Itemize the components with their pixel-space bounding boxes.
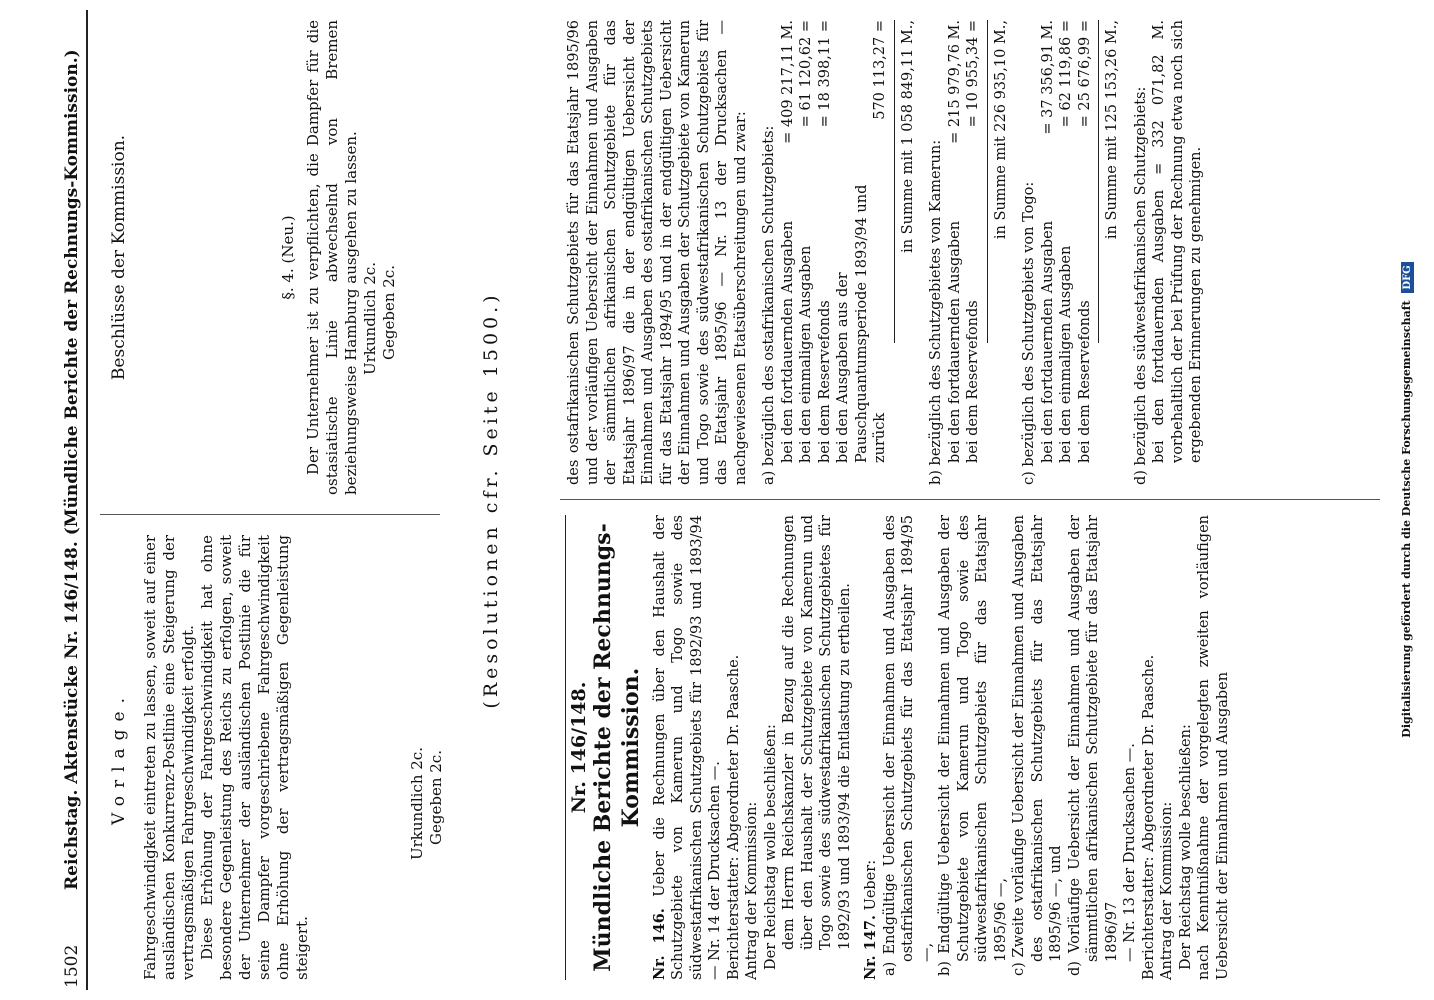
dfg-logo: DFG (1401, 262, 1414, 292)
nr147-drucksachen: — Nr. 13 der Drucksachen —. (1122, 743, 1138, 962)
row-label: bei den fortdauernden Ausgaben (779, 220, 796, 463)
row-amount: = 61 120,62 = (798, 20, 814, 128)
section-b-sum: in Summe mit 226 935,10 M., (992, 20, 1009, 240)
beschluesse-column (110, 20, 399, 495)
vorlage-signature-1: Urkundlich 2c. (408, 747, 426, 860)
nr146-motion-intro: Der Reichstag wolle beschließen: (762, 724, 779, 970)
row-label: bei den einmaligen Ausgaben (798, 245, 814, 463)
row-label: bei dem Reservefonds (816, 300, 833, 463)
report-column-left (565, 515, 1232, 980)
row-amount: 570 113,27 = (872, 20, 888, 120)
continuation-text: des ostafrikanischen Schutzgebiets für das Etatsjahr 1895/96 und der vorläufigen Uebersicht der Einnahmen und Ausgaben der sämmtlichen afrikanischen Schutzgebiete für das Etatsjahr 1896/97 die in der endgültigen Uebersicht der Einnahmen und Ausgaben des ostafrikanischen Schutzgebiets für das Etatsjahr 1894/95 und in der endgültigen Uebersicht der Einnahmen und Ausgaben der Schutzgebiete von Kamerun und Togo sowie des südwestafrikanischen Schutzgebiets für das Etatsjahr 1895/96 — Nr. 13 der Drucksachen — nachgewiesenen Etatsüberschreitungen und zwar: (566, 20, 749, 485)
report-column-right (565, 20, 1206, 485)
row-amount: = 10 955,34 = (965, 20, 981, 128)
nr147-motion-label: Antrag der Kommission: (1159, 801, 1175, 980)
nr146-text: Ueber die Rechnungen über den Haushalt der Schutzgebiete von Kamerun und Togo sowie des südwestafrikanischen Schutzgebiets für 1892/93 und 1893/94 — Nr. 14 der Drucksachen —. (651, 515, 723, 980)
section-b-row-1 (946, 20, 965, 463)
row-label: bei den fortdauernden Ausgaben (1039, 220, 1056, 463)
row-amount: = 18 398,11 = (816, 20, 833, 128)
credit-text: Digitalisierung gefördert durch die Deutsche Forschungsgemeinschaft (1400, 300, 1413, 738)
row-amount: = 37 356,91 M. (1039, 20, 1056, 135)
nr147-item-b: b) Endgültige Uebersicht der Einnahmen und Ausgaben der Schutzgebiete von Kamerun und Togo sowie des südwestafrikanischen Schutzgebiets für das Etatsjahr 1895/96 —, (937, 515, 1009, 976)
section-c-table (1039, 20, 1122, 485)
nr147-item-d: d) Vorläufige Uebersicht der Einnahmen und Ausgaben der sämmtlichen afrikanischen Schutzgebiete für das Etatsjahr 1896/97 (1066, 515, 1120, 976)
header-rule (86, 10, 88, 990)
section-a-row-1 (779, 20, 798, 463)
vorlage-signature-2: Gegeben 2c. (427, 750, 445, 845)
section-a-rule (894, 20, 895, 343)
row-label: bei den fortdauernden Ausgaben (946, 220, 963, 463)
running-title: Reichstag. Aktenstücke Nr. 146/148. (Mündliche Berichte der Rechnungs-Kommission.) (62, 49, 82, 890)
vorlage-paragraph-1: Fahrgeschwindigkeit eintreten zu lassen, soweit auf einer ausländischen Konkurrenz-Postlinie eine Steigerung der vertragsmäßigen Fahrgeschwindigkeit erfolgt. (141, 535, 197, 980)
section-a-row-2 (797, 20, 816, 463)
nr146-motion-text: dem Herrn Reichskanzler in Bezug auf die Rechnungen über den Haushalt der Schutzgebiete von Kamerun und Togo sowie des südwestafrikanischen Schutzgebietes für 1892/93 und 1893/94 die Entlastung zu ertheilen. (781, 515, 853, 950)
section-4-text: Der Unternehmer ist zu verpflichten, die Dampfer für die ostasiatische Linie abwechselnd von Bremen beziehungsweise Hamburg ausgehen zu lassen. (304, 20, 360, 495)
vorlage-heading: Vorlage. (109, 690, 129, 825)
row-label: bei den Ausgaben aus der Pauschquantumsperiode 1893/94 und zurück (835, 184, 888, 463)
section-4-heading: §. 4. (Neu.) (279, 215, 297, 300)
digitization-credit (1400, 0, 1414, 1000)
nr146-motion-label: Antrag der Kommission: (744, 801, 760, 980)
row-amount: = 25 676,99 = (1076, 20, 1093, 128)
section-a-row-4 (834, 20, 890, 463)
section-c-row-3 (1076, 20, 1095, 463)
nr147-item-c: c) Zweite vorläufige Uebersicht der Einnahmen und Ausgaben des ostafrikanischen Schutzgebiets für das Etatsjahr 1895/96 —, und (1011, 515, 1064, 976)
row-amount: = 409 217,11 M. (779, 20, 796, 144)
section-a-table (779, 20, 918, 485)
vorlage-column (110, 535, 446, 980)
row-label: bei dem Reservefonds (1076, 300, 1093, 463)
section-a-row-3 (816, 20, 835, 463)
section-b-label: b) bezüglich des Schutzgebietes von Kamerun: (928, 139, 944, 485)
nr147-label: Nr. 147. (862, 915, 879, 980)
row-label: bei den einmaligen Ausgaben (1058, 245, 1074, 463)
report-title: Mündliche Berichte der Rechnungs-Kommission. (589, 523, 644, 972)
row-amount: = 215 979,76 M. (946, 20, 963, 144)
section-d-label: d) bezüglich des südwestafrikanischen Schutzgebiets: (1132, 86, 1149, 485)
section-b-rule (987, 20, 988, 343)
beschluesse-signature-2: Gegeben 2c. (380, 265, 398, 360)
section-b-row-2 (964, 20, 983, 463)
nr147-item-a: a) Endgültige Uebersicht der Einnahmen und Ausgaben des ostafrikanischen Schutzgebiets für das Etatsjahr 1894/95 —, (881, 515, 935, 976)
section-d-text: bei den fortdauernden Ausgaben = 332 071,82 M. vorbehaltlich der bei Prüfung der Rechnung etwa noch sich ergebenden Erinnerungen zu genehmigen. (1151, 20, 1204, 463)
row-amount: = 62 119,86 = (1058, 20, 1074, 128)
nr147-motion-intro: Der Reichstag wolle beschließen: (1177, 724, 1194, 970)
section-c-sum: in Summe mit 125 153,26 M., (1104, 20, 1120, 240)
nr147-motion-text: nach Kenntnißnahme der vorgelegten zweiten vorläufigen Uebersicht der Einnahmen und Ausgaben (1196, 515, 1231, 980)
row-label: bei dem Reservefonds (965, 300, 981, 463)
column-divider-bottom (560, 499, 1380, 500)
section-c-row-1 (1039, 20, 1058, 463)
section-c-label: c) bezüglich des Schutzgebiets von Togo: (1021, 181, 1037, 485)
section-c-row-2 (1057, 20, 1076, 463)
report-number: Nr. 146/148. (565, 515, 589, 980)
section-a-sum: in Summe mit 1 058 849,11 M., (899, 20, 916, 253)
nr147-reporter: Berichterstatter: Abgeordneter Dr. Paasche. (1140, 654, 1157, 980)
section-b-table (946, 20, 1011, 485)
page-number: 1502 (62, 944, 82, 988)
beschluesse-heading: Beschlüsse der Kommission. (109, 134, 129, 381)
column-divider-top (100, 514, 440, 515)
nr146-label: Nr. 146. (650, 908, 668, 980)
section-a-label: a) bezüglich des ostafrikanischen Schutzgebiets: (761, 125, 777, 485)
vorlage-paragraph-2: Diese Erhöhung der Fahrgeschwindigkeit hat ohne besondere Gegenleistung des Reichs zu erfolgen, soweit der Unternehmer der ausländischen Postlinie die für seine Dampfer vorgeschriebene Fahrgeschwindigkeit ohne Erhöhung der vertragsmäßigen Gegenleistung steigert. (198, 535, 311, 980)
section-c-rule (1098, 20, 1099, 343)
resolutions-note: (Resolutionen cfr. Seite 1500.) (480, 291, 502, 709)
beschluesse-signature-1: Urkundlich 2c. (361, 262, 379, 375)
nr146-reporter: Berichterstatter: Abgeordneter Dr. Paasche. (725, 654, 742, 980)
nr147-over: Ueber: (863, 859, 879, 911)
